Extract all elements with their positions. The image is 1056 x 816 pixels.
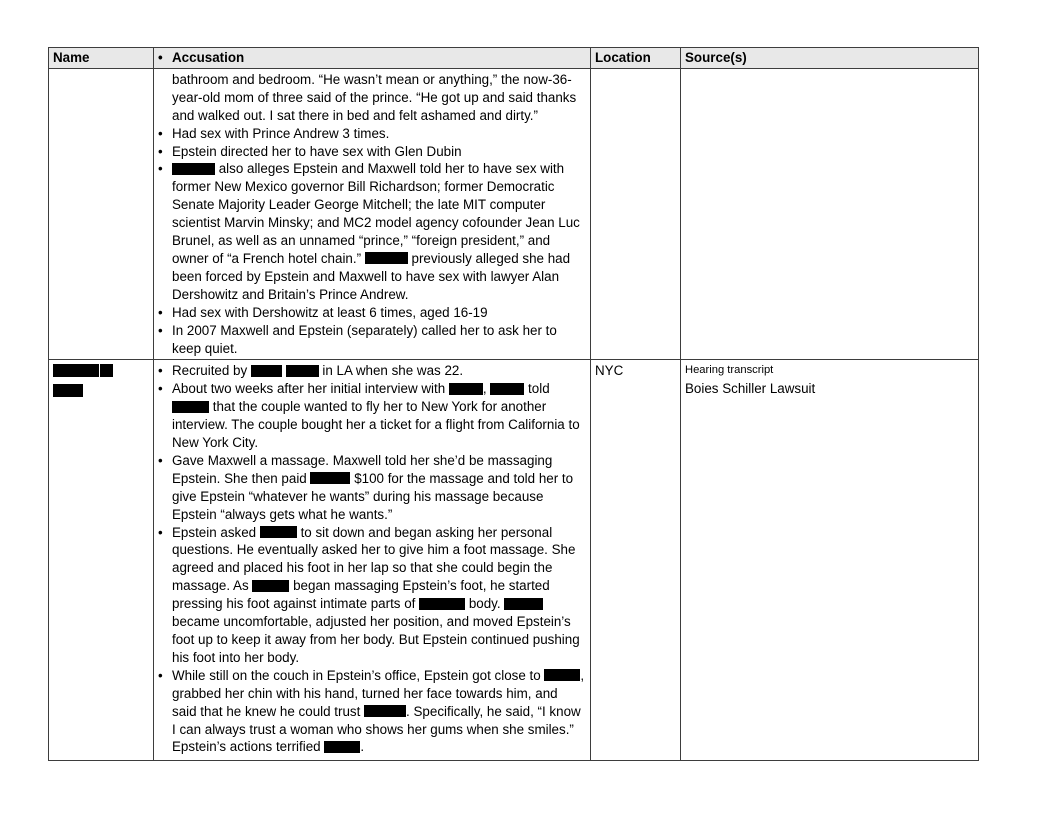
bullet-item (158, 143, 585, 161)
bullet-icon: • (158, 50, 163, 65)
bullet-icon: • (158, 524, 163, 540)
header-sources (681, 48, 979, 69)
location-cell (591, 68, 681, 360)
bullet-icon: • (158, 452, 163, 468)
redaction-bar (100, 364, 113, 377)
bullet-text: Had sex with Prince Andrew 3 times. (172, 125, 390, 141)
bullet-text: also alleges Epstein and Maxwell told her to have sex with former New Mexico governor Bill Richardson; former Democratic Senate Majority Leader George Mitchell; the late MIT computer scientist Marvin Minsky; and MC2 model agency cofounder Jean Luc Brunel, as well as an unnamed “prince,” “foreign president,” and owner of “a French hotel chain.” previously alleged she had been forced by Epstein and Maxwell to have sex with lawyer Alan Dershowitz and Britain’s Prince Andrew. (172, 161, 580, 302)
redaction-line (53, 382, 148, 402)
accusation-cell (154, 68, 591, 360)
header-location (591, 48, 681, 69)
header-accusation (154, 48, 591, 69)
bullet-text: While still on the couch in Epstein’s office, Epstein got close to , grabbed her chin with his hand, turned her face towards him, and said that he knew he could trust . Specifically, he said, “I know I can always trust a woman who shows her gums when she smiles.” Epstein’s actions terrified . (172, 667, 585, 755)
bullet-icon: • (158, 143, 163, 159)
inline-redaction (286, 365, 319, 377)
bullet-icon: • (158, 381, 163, 397)
bullet-text: Recruited by in LA when she was 22. (172, 363, 464, 379)
name-cell (49, 68, 154, 360)
table-row (49, 68, 979, 360)
table-row (49, 360, 979, 761)
location-value: NYC (595, 363, 624, 379)
sources-cell (681, 360, 979, 761)
header-name-label: Name (53, 50, 90, 65)
inline-redaction (419, 598, 465, 610)
bullet-icon: • (158, 304, 163, 320)
inline-redaction (504, 598, 543, 610)
bullet-icon: • (158, 322, 163, 338)
inline-redaction (252, 580, 289, 592)
bullet-text: Had sex with Dershowitz at least 6 times, aged 16-19 (172, 304, 488, 320)
bullet-item (158, 667, 585, 757)
bullet-icon: • (158, 161, 163, 177)
redaction-line (53, 362, 148, 382)
continuation-paragraph (158, 71, 585, 125)
header-location-label: Location (595, 50, 651, 65)
inline-redaction (172, 401, 209, 413)
header-sources-label: Source(s) (685, 50, 747, 65)
inline-redaction (544, 669, 580, 681)
accusations-table (48, 47, 979, 761)
source-item: Boies Schiller Lawsuit (685, 380, 816, 396)
bullet-icon: • (158, 363, 163, 379)
accusation-cell (154, 360, 591, 761)
inline-redaction (172, 163, 215, 175)
bullet-item (158, 452, 585, 524)
bullet-icon: • (158, 667, 163, 683)
inline-redaction (251, 365, 282, 377)
bullet-icon: • (158, 125, 163, 141)
header-name (49, 48, 154, 69)
bullet-item (158, 304, 585, 322)
bullet-text: In 2007 Maxwell and Epstein (separately) called her to ask her to keep quiet. (172, 322, 557, 356)
name-cell (49, 360, 154, 761)
bullet-item (158, 160, 585, 303)
inline-redaction (449, 383, 483, 395)
bullet-text: bathroom and bedroom. “He wasn’t mean or anything,” the now-36-year-old mom of three said of the prince. “He got up and said thanks and walked out. I sat there in bed and felt ashamed and dirty.” (172, 71, 577, 123)
inline-redaction (365, 252, 408, 264)
bullet-item (158, 125, 585, 143)
header-accusation-label: Accusation (172, 50, 245, 65)
redaction-bar (53, 364, 99, 377)
bullet-item (158, 524, 585, 667)
redaction-bar (53, 384, 83, 397)
header-row (49, 48, 979, 69)
sources-cell (681, 68, 979, 360)
bullet-text: About two weeks after her initial interview with , told that the couple wanted to fly her to New York for another interview. The couple bought her a ticket for a flight from California to New York City. (172, 381, 580, 451)
inline-redaction (490, 383, 524, 395)
bullet-text: Epstein directed her to have sex with Glen Dubin (172, 143, 462, 159)
inline-redaction (260, 526, 297, 538)
inline-redaction (324, 741, 360, 753)
source-item: Hearing transcript (685, 364, 774, 377)
inline-redaction (310, 472, 350, 484)
bullet-item (158, 362, 585, 380)
bullet-item (158, 322, 585, 358)
bullet-text: Epstein asked to sit down and began asking her personal questions. He eventually asked her to give him a foot massage. She agreed and placed his foot in her lap so that she could begin the massage. As began massaging Epstein’s foot, he started pressing his foot against intimate parts of body. became uncomfortable, adjusted her position, and moved Epstein’s foot up to keep it away from her body. But Epstein continued pushing his foot into her body. (172, 524, 580, 665)
location-cell (591, 360, 681, 761)
bullet-item (158, 380, 585, 452)
inline-redaction (364, 705, 406, 717)
bullet-text: Gave Maxwell a massage. Maxwell told her she’d be massaging Epstein. She then paid $100 for the massage and told her to give Epstein “whatever he wants” during his massage because Epstein “always gets what he wants.” (172, 452, 574, 522)
